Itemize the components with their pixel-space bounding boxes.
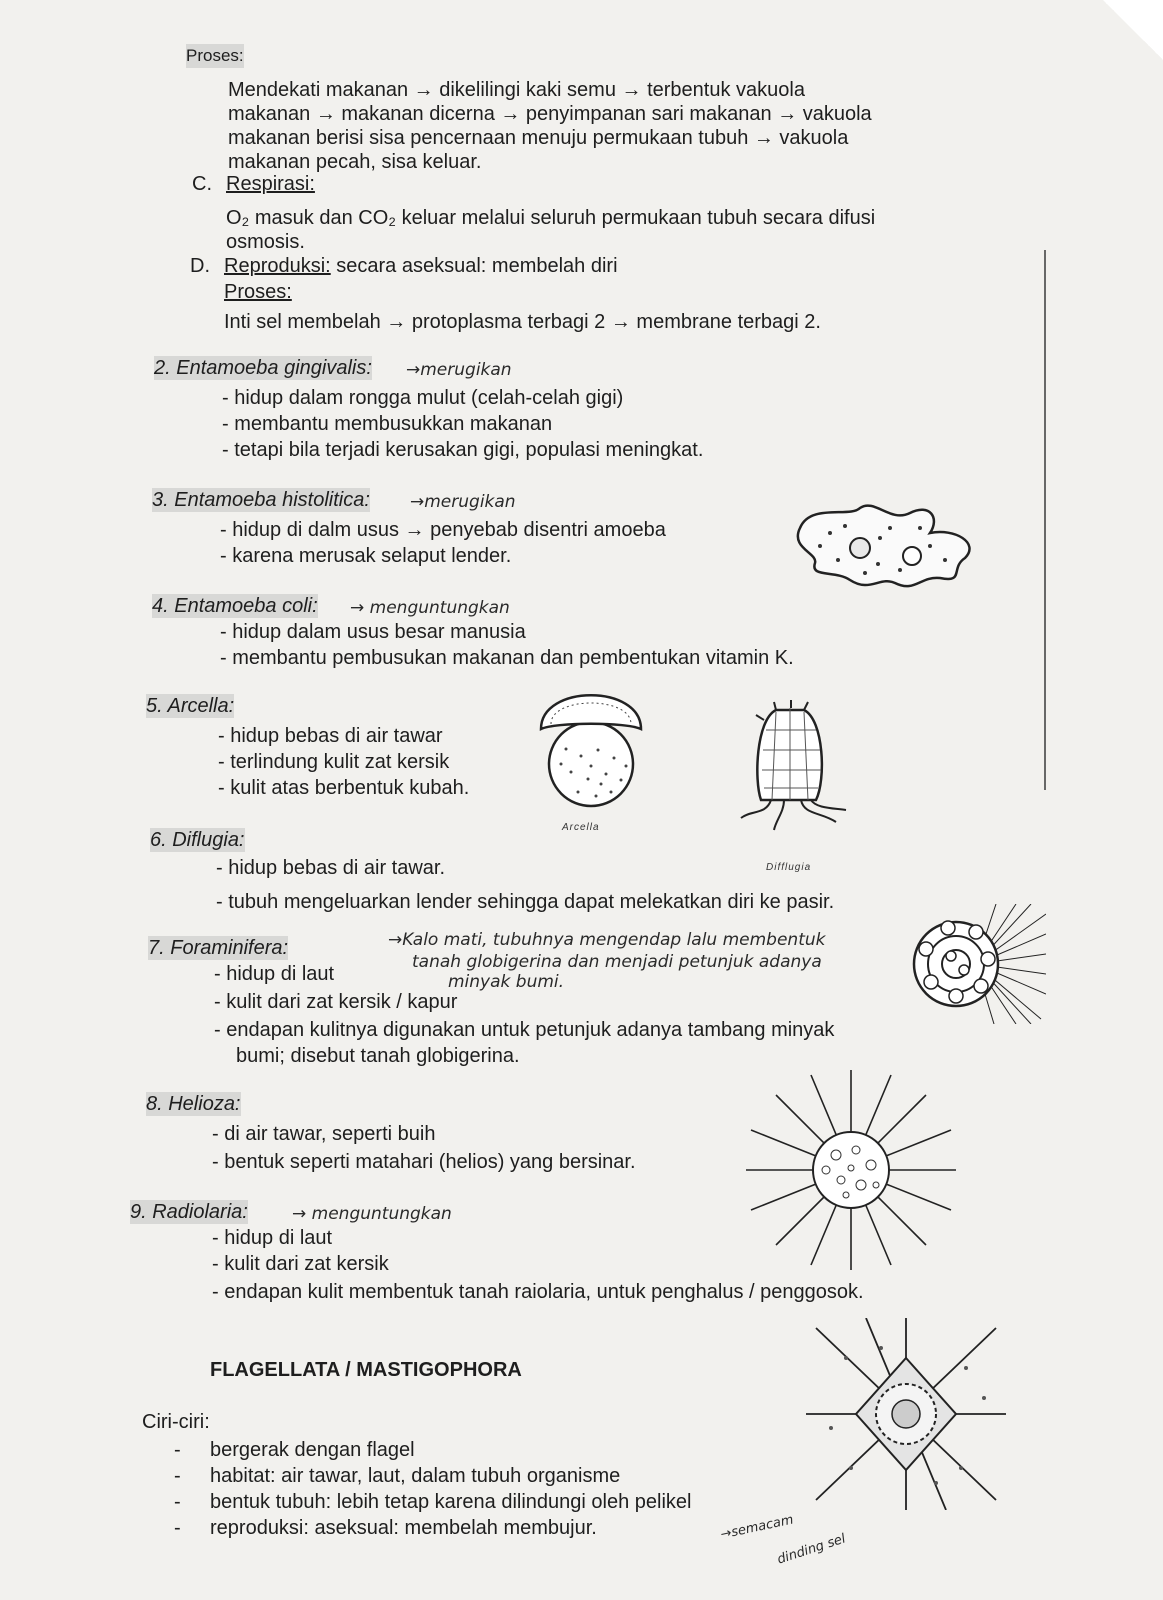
reproduksi-title: Reproduksi: <box>224 255 331 277</box>
gingivalis-title: 2. Entamoeba gingivalis: <box>154 357 372 379</box>
reproduksi-letter: D. <box>190 255 210 277</box>
reproduksi-rest: secara aseksual: membelah diri <box>330 255 618 277</box>
flagellata-heading: FLAGELLATA / MASTIGOPHORA <box>210 1359 522 1381</box>
foraminifera-title: 7. Foraminifera: <box>148 937 289 959</box>
radiolaria-bullet-2: - kulit dari zat kersik <box>212 1253 389 1275</box>
helioza-bullet-2: - bentuk seperti matahari (helios) yang bersinar. <box>212 1151 636 1173</box>
respirasi-line-2: osmosis. <box>226 231 305 253</box>
arcella-bullet-1: - hidup bebas di air tawar <box>218 725 443 747</box>
helioza-bullet-1: - di air tawar, seperti buih <box>212 1123 436 1145</box>
folded-corner <box>1103 0 1163 60</box>
flagellata-bullet-2: habitat: air tawar, laut, dalam tubuh organisme <box>210 1465 621 1487</box>
helioza-illustration <box>746 1070 956 1270</box>
difflugia-bullet-1: - hidup bebas di air tawar. <box>216 857 446 879</box>
coli-bullet-2: - membantu pembusukan makanan dan pembentukan vitamin K. <box>220 647 794 669</box>
flagellata-dash-2: - <box>174 1465 181 1487</box>
gingivalis-note: →merugikan <box>406 360 512 380</box>
reproduksi-line <box>224 254 618 278</box>
foraminifera-bullet-4: bumi; disebut tanah globigerina. <box>236 1045 520 1067</box>
gingivalis-bullet-2: - membantu membusukkan makanan <box>222 413 553 435</box>
coli-note: → menguntungkan <box>350 598 510 618</box>
difflugia-title: 6. Diflugia: <box>150 829 245 851</box>
margin-line <box>1044 250 1046 790</box>
difflugia-caption: Difflugia <box>766 862 812 873</box>
arcella-bullet-2: - terlindung kulit zat kersik <box>218 751 450 773</box>
arcella-title: 5. Arcella: <box>146 695 235 717</box>
proses-line-4: makanan pecah, sisa keluar. <box>228 151 482 173</box>
respirasi-title: Respirasi: <box>226 173 315 195</box>
histolitica-note: →merugikan <box>410 492 516 512</box>
radiolaria-illustration <box>806 1318 1006 1510</box>
amoeba-illustration <box>790 498 980 598</box>
arcella-caption: Arcella <box>562 822 600 833</box>
respirasi-letter: C. <box>192 173 212 195</box>
histolitica-bullet-2: - karena merusak selaput lender. <box>220 545 512 567</box>
flagellata-dash-3: - <box>174 1491 181 1513</box>
reproduksi-proses: Proses: <box>224 281 292 303</box>
reproduksi-proses-line: Inti sel membelah → protoplasma terbagi 2 → membrane terbagi 2. <box>224 311 821 333</box>
flagellata-margin-note-2: dinding sel <box>775 1531 848 1568</box>
histolitica-title: 3. Entamoeba histolitica: <box>152 489 370 511</box>
proses-line-3: makanan berisi sisa pencernaan menuju permukaan tubuh → vakuola <box>228 127 849 149</box>
radiolaria-title: 9. Radiolaria: <box>130 1201 248 1223</box>
flagellata-margin-note-1: →semacam <box>719 1512 795 1543</box>
proses-line-2: makanan → makanan dicerna → penyimpanan sari makanan → vakuola <box>228 103 872 125</box>
ciri-heading: Ciri-ciri: <box>142 1411 210 1433</box>
foraminifera-bullet-2: - kulit dari zat kersik / kapur <box>214 991 458 1013</box>
difflugia-bullet-2: - tubuh mengeluarkan lender sehingga dapat melekatkan diri ke pasir. <box>216 891 835 913</box>
radiolaria-note: → menguntungkan <box>292 1204 452 1224</box>
arcella-bullet-3: - kulit atas berbentuk kubah. <box>218 777 470 799</box>
flagellata-bullet-3: bentuk tubuh: lebih tetap karena dilindungi oleh pelikel <box>210 1491 692 1513</box>
gingivalis-bullet-3: - tetapi bila terjadi kerusakan gigi, populasi meningkat. <box>222 439 704 461</box>
flagellata-dash-4: - <box>174 1517 181 1539</box>
foraminifera-note-3: minyak bumi. <box>448 972 565 992</box>
coli-bullet-1: - hidup dalam usus besar manusia <box>220 621 526 643</box>
gingivalis-bullet-1: - hidup dalam rongga mulut (celah-celah gigi) <box>222 387 624 409</box>
flagellata-bullet-1: bergerak dengan flagel <box>210 1439 415 1461</box>
arcella-illustration <box>536 684 646 814</box>
flagellata-dash-1: - <box>174 1439 181 1461</box>
radiolaria-bullet-1: - hidup di laut <box>212 1227 333 1249</box>
histolitica-bullet-1: - hidup di dalm usus → penyebab disentri amoeba <box>220 519 666 541</box>
foraminifera-illustration <box>906 904 1046 1024</box>
respirasi-line-1: O₂ masuk dan CO₂ keluar melalui seluruh permukaan tubuh secara difusi <box>226 207 876 229</box>
difflugia-illustration <box>736 700 856 840</box>
radiolaria-bullet-3: - endapan kulit membentuk tanah raiolaria, untuk penghalus / penggosok. <box>212 1281 864 1303</box>
foraminifera-note-1: →Kalo mati, tubuhnya mengendap lalu membentuk <box>388 930 826 950</box>
foraminifera-bullet-1: - hidup di laut <box>214 963 335 985</box>
proses-line-1: Mendekati makanan → dikelilingi kaki semu → terbentuk vakuola <box>228 79 805 101</box>
flagellata-bullet-4: reproduksi: aseksual: membelah membujur. <box>210 1517 597 1539</box>
helioza-title: 8. Helioza: <box>146 1093 241 1115</box>
coli-title: 4. Entamoeba coli: <box>152 595 318 617</box>
foraminifera-bullet-3: - endapan kulitnya digunakan untuk petunjuk adanya tambang minyak <box>214 1019 835 1041</box>
foraminifera-note-2: tanah globigerina dan menjadi petunjuk adanya <box>412 952 822 972</box>
proses-heading: Proses: <box>186 44 244 68</box>
